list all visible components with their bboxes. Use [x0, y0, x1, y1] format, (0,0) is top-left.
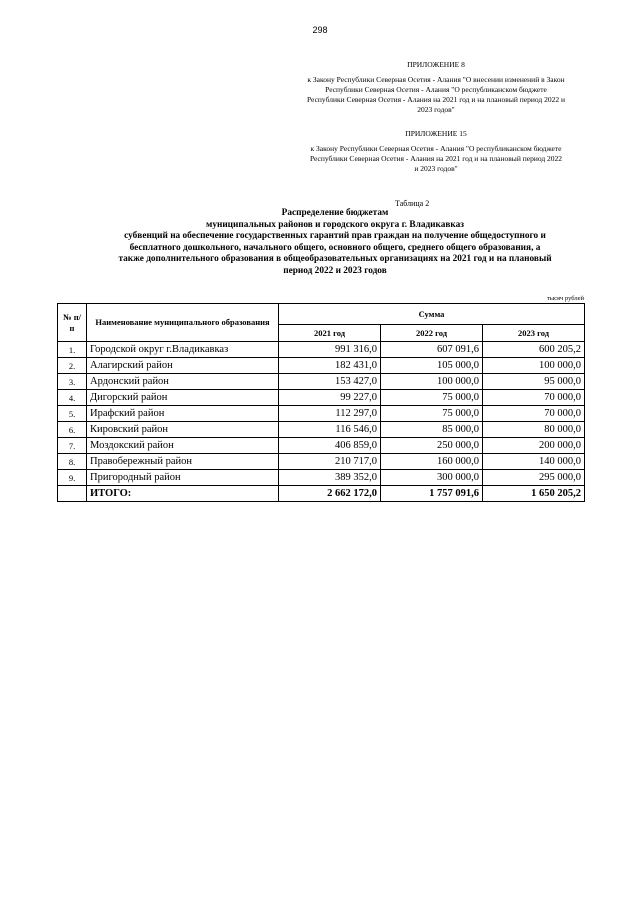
- total-value-2023: 1 650 205,2: [483, 486, 585, 502]
- title-line: Распределение бюджетам: [281, 208, 389, 218]
- table-row: [58, 470, 585, 486]
- row-number: 3.: [58, 374, 87, 390]
- row-municipality: Дигорский район: [87, 390, 279, 406]
- table-row: [58, 406, 585, 422]
- row-value-2022: 75 000,0: [381, 406, 483, 422]
- header-sum: Сумма: [279, 304, 585, 325]
- appendix-8-header: [280, 60, 592, 115]
- row-value-2022: 607 091,6: [381, 342, 483, 358]
- appendix-8-line: к Закону Республики Северная Осетия - Алания "О внесении изменений в Закон: [307, 75, 565, 84]
- row-value-2021: 112 297,0: [279, 406, 381, 422]
- row-value-2021: 991 316,0: [279, 342, 381, 358]
- row-value-2023: 70 000,0: [483, 406, 585, 422]
- row-value-2023: 140 000,0: [483, 454, 585, 470]
- row-value-2022: 75 000,0: [381, 390, 483, 406]
- title-line: также дополнительного образования в общеобразовательных организациях на 2021 год и на плановый: [118, 254, 552, 265]
- title-line: бесплатного дошкольного, начального общего, основного общего, среднего общего образования, а: [129, 242, 541, 253]
- header-year-2021: 2021 год: [279, 325, 381, 342]
- row-value-2022: 100 000,0: [381, 374, 483, 390]
- row-municipality: Моздокский район: [87, 438, 279, 454]
- row-number: 5.: [58, 406, 87, 422]
- row-municipality: Кировский район: [87, 422, 279, 438]
- header-municipality: Наименование муниципального образования: [87, 304, 279, 342]
- appendix-15-title: ПРИЛОЖЕНИЕ 15: [405, 129, 467, 138]
- appendix-8-line: 2023 годов": [417, 105, 455, 114]
- row-number: 6.: [58, 422, 87, 438]
- row-value-2022: 85 000,0: [381, 422, 483, 438]
- row-value-2021: 406 859,0: [279, 438, 381, 454]
- appendix-8-title: ПРИЛОЖЕНИЕ 8: [407, 60, 465, 69]
- header-year-2022: 2022 год: [381, 325, 483, 342]
- table-row: [58, 454, 585, 470]
- page-number: 298: [312, 25, 328, 35]
- appendix-15-line: Республики Северная Осетия - Алания на 2021 год и на плановый период 2022: [309, 154, 563, 163]
- row-value-2022: 105 000,0: [381, 358, 483, 374]
- row-value-2022: 160 000,0: [381, 454, 483, 470]
- table-row: [58, 358, 585, 374]
- row-value-2021: 99 227,0: [279, 390, 381, 406]
- title-line: муниципальных районов и городского округа г. Владикавказ: [205, 219, 465, 230]
- total-row: [58, 486, 585, 502]
- row-value-2023: 295 000,0: [483, 470, 585, 486]
- row-municipality: Ирафский район: [87, 406, 279, 422]
- row-value-2022: 250 000,0: [381, 438, 483, 454]
- header-year-2023: 2023 год: [483, 325, 585, 342]
- title-line: период 2022 и 2023 годов: [283, 265, 387, 276]
- row-number: 1.: [58, 342, 87, 358]
- appendix-15-header: [280, 129, 592, 174]
- title-line: субвенций на обеспечение государственных гарантий прав граждан на получение общедоступного и: [124, 231, 546, 242]
- row-number: 7.: [58, 438, 87, 454]
- row-value-2021: 116 546,0: [279, 422, 381, 438]
- row-value-2023: 600 205,2: [483, 342, 585, 358]
- table-number: Таблица 2: [395, 199, 430, 208]
- row-value-2021: 182 431,0: [279, 358, 381, 374]
- total-value-2021: 2 662 172,0: [279, 486, 381, 502]
- row-number: 2.: [58, 358, 87, 374]
- row-value-2021: 153 427,0: [279, 374, 381, 390]
- row-value-2023: 70 000,0: [483, 390, 585, 406]
- row-number: 8.: [58, 454, 87, 470]
- row-number: 4.: [58, 390, 87, 406]
- table-row: [58, 422, 585, 438]
- appendix-8-line: Республики Северная Осетия - Алания на 2021 год и на плановый период 2022 и: [306, 95, 565, 104]
- row-value-2023: 80 000,0: [483, 422, 585, 438]
- row-municipality: Правобережный район: [87, 454, 279, 470]
- row-municipality: Городской округ г.Владикавказ: [87, 342, 279, 358]
- table-row: [58, 390, 585, 406]
- row-value-2021: 389 352,0: [279, 470, 381, 486]
- total-label: ИТОГО:: [87, 486, 279, 502]
- table-row: [58, 374, 585, 390]
- appendix-15-line: и 2023 годов": [414, 164, 458, 173]
- appendix-8-line: Республики Северная Осетия - Алания "О республиканском бюджете: [325, 85, 547, 94]
- total-value-2022: 1 757 091,6: [381, 486, 483, 502]
- row-number: 9.: [58, 470, 87, 486]
- row-municipality: Ардонский район: [87, 374, 279, 390]
- row-value-2023: 200 000,0: [483, 438, 585, 454]
- row-value-2021: 210 717,0: [279, 454, 381, 470]
- header-number: № п/п: [58, 304, 87, 342]
- units-label: тысяч рублей: [546, 295, 584, 302]
- total-number-cell: [58, 486, 87, 502]
- row-municipality: Пригородный район: [87, 470, 279, 486]
- table-row: [58, 342, 585, 358]
- row-municipality: Алагирский район: [87, 358, 279, 374]
- table-row: [58, 438, 585, 454]
- row-value-2023: 95 000,0: [483, 374, 585, 390]
- document-title: [80, 208, 590, 278]
- subventions-table: [57, 303, 585, 502]
- appendix-15-line: к Закону Республики Северная Осетия - Алания "О республиканском бюджете: [310, 144, 562, 153]
- row-value-2023: 100 000,0: [483, 358, 585, 374]
- row-value-2022: 300 000,0: [381, 470, 483, 486]
